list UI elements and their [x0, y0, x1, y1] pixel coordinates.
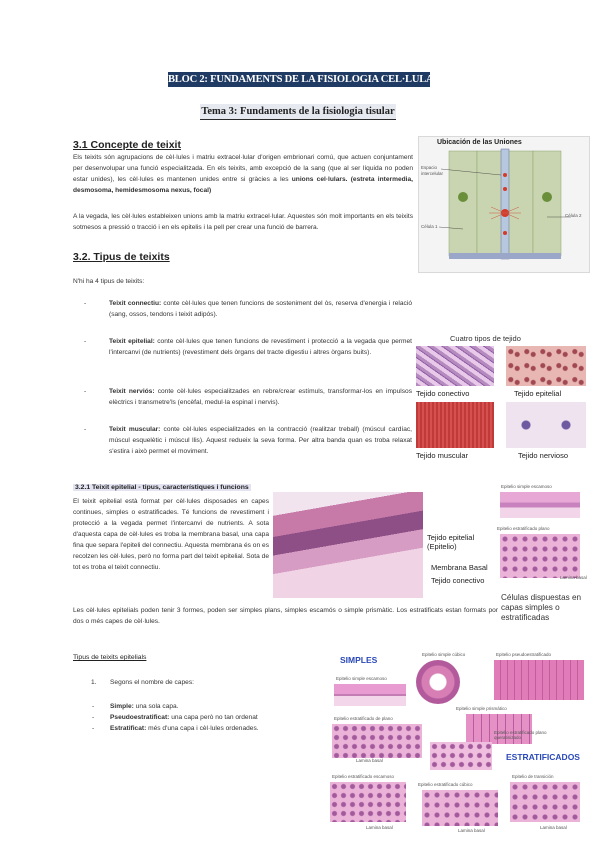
label-simple-prismatico: Epitelio simple prismático — [456, 706, 507, 711]
tipus-item-simple: - Simple: una sola capa. — [92, 703, 179, 710]
label-lamina-1: Lamina basal — [356, 758, 383, 763]
tipus-item-pseudo: - Pseudoestratificat: una capa però no tan ordenat — [92, 714, 258, 721]
item-term: Teixit connectiu: — [109, 300, 162, 307]
label-estr-escamoso: Epitelio estratificado escamoso — [332, 774, 395, 779]
muscular-tissue-image — [416, 402, 494, 448]
item-term: Simple: — [110, 703, 134, 710]
unions-cellulars-term: unions cel·lulars. (estreta intermedia, desmosoma, hemidesmosoma nexus, focal) — [73, 176, 413, 194]
label-tejido-epitelial: Tejido epitelial — [514, 389, 562, 398]
segons-label: Segons el nombre de capes: — [110, 679, 194, 686]
section-3-2-1-title: 3.2.1 Teixit epitelial - tipus, característiques i funcions — [75, 484, 249, 491]
label-transicion: Epitelio de transición — [512, 774, 554, 779]
label-tejido-conectivo-micro: Tejido conectivo — [431, 576, 485, 585]
section-3-2-1-paragraph-2: Les cèl·lules epitelials poden tenir 3 formes, poden ser simples plans, simples escamós o simple prismàtic. Los estratificats estan formats por dos o més capes de cèl·lules. — [73, 607, 498, 625]
item-text: conte cèl·lules especialitzades en la contracció (realitzar treball) (múscul cardíac, múscul esquelètic i múscul llis). Aquest redueix la seva forma. Per altra banda quan es troba relaxat s'estira i això permet el moviment. — [109, 426, 413, 455]
item-term: Teixit epitelial: — [109, 338, 155, 345]
item-text: més d'una capa i cèl·lules ordenades. — [146, 725, 259, 732]
section-3-1-title: 3.1 Concepte de teixit — [73, 139, 181, 151]
epithelial-tissue-image — [506, 346, 586, 386]
epithelium-micrograph — [273, 492, 423, 598]
para-text: Els teixits són agrupacions de cèl·lules i matriu extracel·lular d'origen embrionari comú, que actuen conjuntament per desenvolupar una funció especialitzada. En els teixits, amb excepció de la sang (que al ser líquida no poden estar unides), les cèl·lules es mantenen unides entre si gràcies a les — [73, 154, 413, 183]
item-text: conte cèl·lules que tenen funcions de sosteniment del òs, reserva d'energia i relació (sang, ossos, tendons i teixit adipós). — [109, 300, 412, 318]
stratified-keratinized-image — [430, 742, 492, 770]
epithelium-types-figure — [326, 650, 594, 842]
tissue-item-nervous: - Teixit nerviós: conte cèl·lules especialitzades en rebre/crear estímuls, transformar-los en impulsos elèctrics i transmetre'ls (encèfal, medul·la espinal i nervis). — [84, 388, 412, 406]
item-term: Pseudoestratificat: — [110, 714, 170, 721]
simple-squamous-block — [500, 492, 580, 518]
section-3-2-1-paragraph-1: El teixit epitelial està format per cèl·lules disposades en capes continues, simples o estratificades. Té funcions de revestiment i protecció a la vegada permet l'intercanvi de nutrients. A sota d'aquesta capa de cèl·lules es troba la membrana basal, una capa fina que separa l'epiteli del connectiu. Aquesta membrana és on es recolzen les cèl·lules, però no forma part del teixit epitelial. Sota de tot es troba el teixit connectiu. — [73, 498, 269, 571]
label-membrana-basal: Membrana Basal — [431, 563, 488, 572]
label-estratificados: ESTRATIFICADOS — [506, 752, 580, 762]
label-simples: SIMPLES — [340, 655, 378, 665]
tissue-item-muscular: - Teixit muscular: conte cèl·lules especialitzades en la contracció (realitzar treball) (múscul cardíac, múscul esquelètic i múscul llis). Aquest redueix la seva forma. Per altra banda quan es troba relaxat s'estira i això permet el moviment. — [84, 426, 413, 455]
stratified-squamous-image — [332, 724, 422, 758]
label-pseudo: Epitelio pseudoestratificado — [496, 652, 552, 657]
connective-tissue-image — [416, 346, 494, 386]
item-term: Teixit muscular: — [109, 426, 161, 433]
tissue-item-epithelial: - Teixit epitelial: conte cèl·lules que tenen funcions de revestiment i protecció a la vegada que permet l'intercanvi (de nutrients) (revestiment dels òrgans del tracte digestiu i altres òrgans buits). — [84, 338, 412, 356]
nervous-tissue-image — [506, 402, 586, 448]
tissue-item-connective: - Teixit connectiu: conte cèl·lules que tenen funcions de sosteniment del òs, reserva d'energia i relació (sang, ossos, tendons i teixit adipós). — [84, 300, 412, 318]
label-estr-cubico: Epitelio estratificado cúbico — [418, 782, 473, 787]
cell-junctions-figure — [418, 136, 590, 273]
label-lamina-basal-right: Lamina basal — [560, 575, 587, 580]
label-tejido-epitelial-epitelio: Tejido epitelial (Epitelio) — [427, 533, 475, 551]
four-tissues-title: Cuatro tipos de tejido — [450, 334, 521, 343]
transitional-image — [510, 782, 580, 822]
figure-title: Ubicación de las Uniones — [437, 139, 522, 146]
label-celula-2: Célula 2 — [565, 213, 582, 218]
simple-squamous-image — [334, 684, 406, 706]
stratified-cuboidal-image — [422, 790, 498, 826]
label-simple-cubico: Epitelio simple cúbico — [422, 652, 466, 657]
simple-cuboidal-image — [416, 660, 460, 704]
label-estr-plano-queratinizado: Epitelio estratificado plano queratinizado — [494, 730, 547, 740]
tipus-item-estratificat: - Estratificat: més d'una capa i cèl·lules ordenades. — [92, 725, 259, 732]
cells-layers-caption: Células dispuestas en capas simples o estratificadas — [501, 593, 582, 622]
item-term: Estratificat: — [110, 725, 147, 732]
bloc-title-banner: BLOC 2: FUNDAMENTS DE LA FISIOLOGIA CEL·LULAR — [168, 74, 441, 85]
pseudostratified-image — [494, 660, 584, 700]
label-tejido-nervioso: Tejido nervioso — [518, 451, 569, 460]
stratified-block — [500, 534, 580, 578]
section-3-1-paragraph-2: A la vegada, les cèl·lules estableixen unions amb la matriu extracel·lular. Aquestes són molt importants en els teixits sotmesos a pressió o tracció i en els epitelis i la pell per crear una funció de barrera. — [73, 213, 413, 231]
label-espacio: Espacio intercelular — [421, 165, 444, 176]
label-estratificado-plano: Epitelio estratificado plano — [497, 526, 550, 531]
label-lamina-4: Lamina basal — [540, 825, 567, 830]
tipus-heading: Tipus de teixits epitelials — [73, 654, 147, 661]
label-celula-1: Célula 1 — [421, 224, 438, 229]
tema-title: Tema 3: Fundaments de la fisiologia tisular — [200, 104, 396, 120]
label-lamina-3: Lamina basal — [458, 828, 485, 833]
label-tejido-conectivo: Tejido conectivo — [416, 389, 470, 398]
list-number: 1. — [91, 679, 97, 686]
section-3-2-title: 3.2. Tipus de teixits — [73, 251, 170, 263]
label-simple-escamoso-2: Epitelio simple escamoso — [336, 676, 387, 681]
label-estr-plano: Epitelio estratificado de plano — [334, 716, 393, 721]
section-3-1-paragraph-1 — [73, 152, 413, 196]
item-term: Teixit nerviós: — [109, 388, 155, 395]
section-3-2-intro: N'hi ha 4 tipus de teixits: — [73, 278, 145, 285]
four-tissues-figure — [414, 334, 590, 464]
cell-junctions-diagram — [419, 137, 589, 272]
item-text: conte cèl·lules que tenen funcions de revestiment i protecció a la vegada que permet l'intercanvi (de nutrients) (revestiment dels òrgans del tracte digestiu i altres òrgans buits). — [109, 338, 412, 356]
label-lamina-2: Lamina basal — [366, 825, 393, 830]
label-tejido-muscular: Tejido muscular — [416, 451, 469, 460]
item-text: una sola capa. — [133, 703, 179, 710]
stratified-squamous-image-2 — [330, 782, 406, 822]
label-simple-escamoso: Epitelio simple escamoso — [501, 484, 552, 489]
item-text: una capa però no tan ordenat — [169, 714, 258, 721]
item-text: conte cèl·lules especialitzades en rebre/crear estímuls, transformar-los en impulsos elèctrics i transmetre'ls (encèfal, medul·la espinal i nervis). — [109, 388, 412, 406]
